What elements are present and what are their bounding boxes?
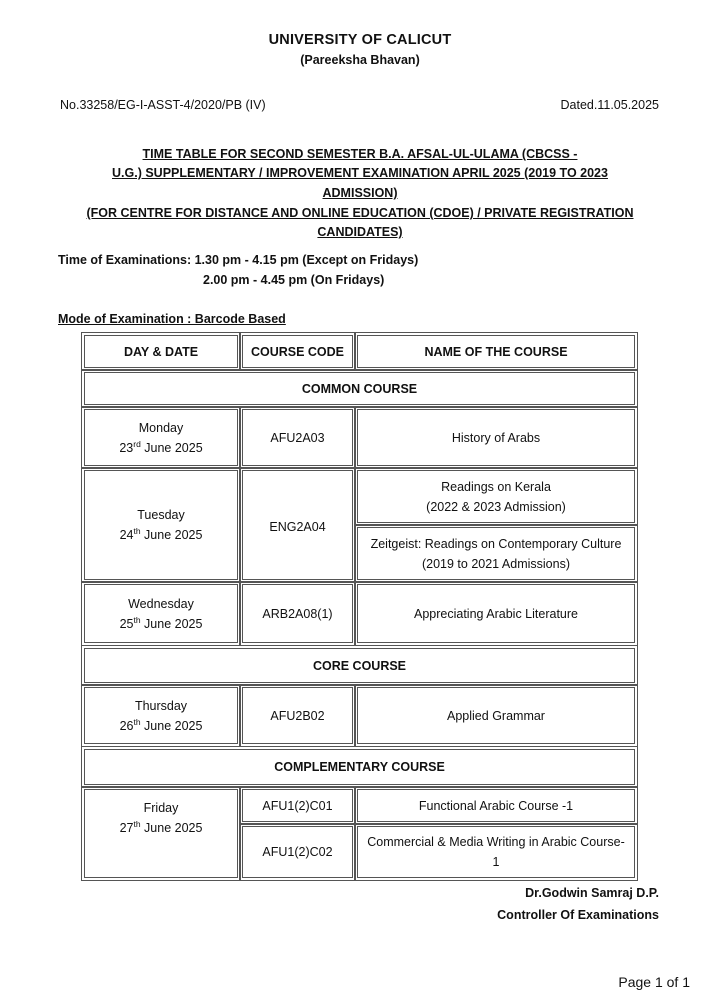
header-course-name: NAME OF THE COURSE <box>357 335 635 368</box>
row-date: Wednesday 25th June 2025 <box>84 584 238 643</box>
title-line-2: U.G.) SUPPLEMENTARY / IMPROVEMENT EXAMINATION APRIL 2025 (2019 TO 2023 <box>112 166 608 180</box>
section-core-course: CORE COURSE <box>84 648 635 683</box>
title-line-1: TIME TABLE FOR SECOND SEMESTER B.A. AFSAL-UL-ULAMA (CBCSS - <box>142 147 578 161</box>
signatory-name: Dr.Godwin Samraj D.P. <box>525 886 659 900</box>
course-code: AFU1(2)C02 <box>242 826 353 878</box>
course-name: Commercial & Media Writing in Arabic Course- 1 <box>357 826 635 878</box>
signatory-designation: Controller Of Examinations <box>497 908 659 922</box>
section-common-course: COMMON COURSE <box>84 372 635 405</box>
course-code: AFU1(2)C01 <box>242 789 353 822</box>
section-complementary-course: COMPLEMENTARY COURSE <box>84 749 635 785</box>
title-line-3: ADMISSION) <box>322 186 398 200</box>
university-name: UNIVERSITY OF CALICUT <box>268 32 452 48</box>
row-date: Tuesday 24th June 2025 <box>84 470 238 580</box>
title-line-4: (FOR CENTRE FOR DISTANCE AND ONLINE EDUCATION (CDOE) / PRIVATE REGISTRATION <box>86 206 634 220</box>
course-name: Zeitgeist: Readings on Contemporary Culture (2019 to 2021 Admissions) <box>357 527 635 580</box>
row-date: Friday 27th June 2025 <box>84 789 238 878</box>
course-code: AFU2A03 <box>242 409 353 466</box>
header-course-code: COURSE CODE <box>242 335 353 368</box>
course-name: Functional Arabic Course -1 <box>357 789 635 822</box>
course-code: ENG2A04 <box>242 470 353 580</box>
exam-time-line-1: Time of Examinations: 1.30 pm - 4.15 pm (Except on Fridays) <box>58 253 419 267</box>
header-day-date: DAY & DATE <box>84 335 238 368</box>
course-name: Readings on Kerala (2022 & 2023 Admission) <box>357 470 635 523</box>
reference-number: No.33258/EG-I-ASST-4/2020/PB (IV) <box>60 98 266 112</box>
course-code: ARB2A08(1) <box>242 584 353 643</box>
exam-time-line-2: 2.00 pm - 4.45 pm (On Fridays) <box>203 273 385 287</box>
course-name: Applied Grammar <box>357 687 635 744</box>
course-code: AFU2B02 <box>242 687 353 744</box>
document-date: Dated.11.05.2025 <box>560 98 659 112</box>
office-name: (Pareeksha Bhavan) <box>300 53 420 67</box>
course-name: Appreciating Arabic Literature <box>357 584 635 643</box>
row-date: Thursday 26th June 2025 <box>84 687 238 744</box>
row-date: Monday 23rd June 2025 <box>84 409 238 466</box>
exam-mode: Mode of Examination : Barcode Based <box>58 312 286 326</box>
course-name: History of Arabs <box>357 409 635 466</box>
page-number: Page 1 of 1 <box>618 974 690 990</box>
title-line-5: CANDIDATES) <box>317 225 403 239</box>
